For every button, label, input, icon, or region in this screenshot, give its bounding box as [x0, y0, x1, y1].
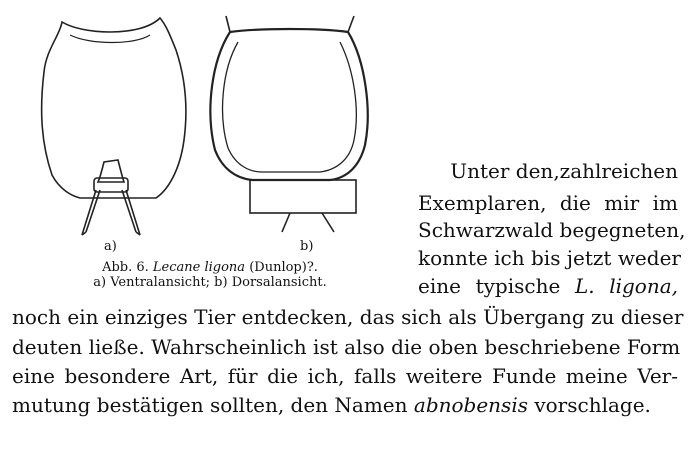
- species-name-l-ligona: L. ligona,: [574, 274, 679, 298]
- caption-line-1: [60, 260, 360, 275]
- ventral-view-drawing: [42, 18, 186, 235]
- lecane-illustration: [0, 0, 400, 260]
- text-line-9-end: vorschlage.: [527, 393, 651, 417]
- panel-label-a: a): [104, 239, 117, 254]
- text-line-9-main: mutung bestätigen sollten, den Namen: [12, 393, 414, 417]
- text-line-3: Schwarzwald begegneten,: [418, 218, 686, 242]
- text-line-7: deuten ließe. Wahrscheinlich ist also die oben beschriebene Form: [12, 335, 681, 359]
- caption-prefix: Abb. 6.: [102, 260, 149, 275]
- figure-caption: [60, 260, 360, 290]
- caption-suffix: (Dunlop)?.: [249, 260, 318, 275]
- text-line-1: Unter den,zahlreichen: [450, 159, 678, 183]
- dorsal-view-drawing: [210, 16, 367, 232]
- text-line-6: noch ein einziges Tier entdecken, das sich als Übergang zu dieser: [12, 305, 684, 329]
- caption-species: Lecane ligona: [152, 260, 246, 275]
- text-line-5: [418, 274, 678, 298]
- text-line-2: Exemplaren, die mir im: [418, 191, 678, 215]
- text-line-9: [12, 393, 651, 417]
- species-name-abnobensis: abnobensis: [413, 393, 528, 417]
- text-line-5-main: eine typische: [418, 274, 575, 298]
- caption-line-2: a) Ventralansicht; b) Dorsalansicht.: [93, 275, 327, 290]
- text-line-8: eine besondere Art, für die ich, falls weitere Funde meine Ver-: [12, 364, 678, 388]
- panel-label-b: b): [300, 239, 314, 254]
- text-line-4: konnte ich bis jetzt weder: [418, 246, 681, 270]
- figure: [0, 0, 400, 300]
